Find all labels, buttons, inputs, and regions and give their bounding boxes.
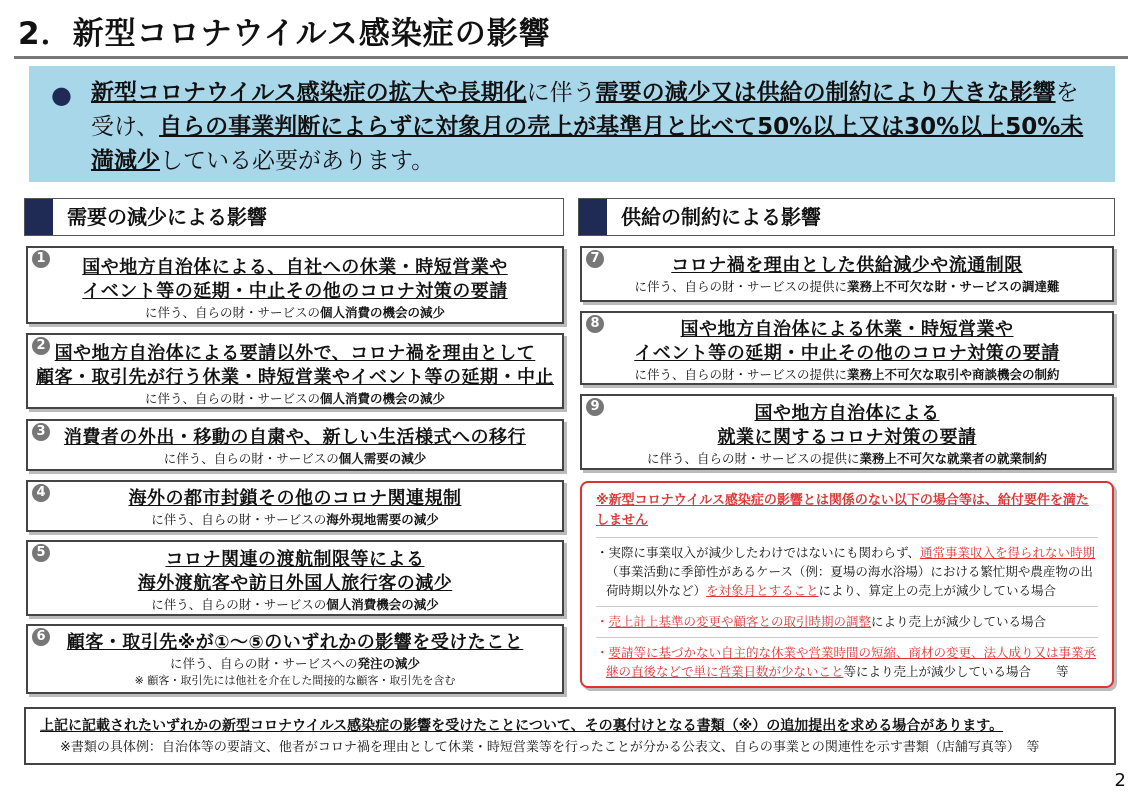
item-heading-line1: 顧客・取引先※が①～⑤のいずれかの影響を受けたこと <box>66 632 524 653</box>
footer-note-box <box>24 707 1116 765</box>
item-impact <box>28 511 562 529</box>
item-heading-line2: 海外渡航客や訪日外国人旅行客の減少 <box>137 573 453 594</box>
exclusion-bullet: ・ <box>596 645 609 660</box>
item-impact-highlight: 個人需要の減少 <box>338 451 427 466</box>
exclusion-emphasis: 通常事業収入を得られない時期 <box>920 545 1096 560</box>
item-impact <box>582 366 1112 384</box>
footer-note-main: 上記に記載されたいずれかの新型コロナウイルス感染症の影響を受けたことについて、その裏付けとなる書類（※）の追加提出を求める場合があります。 <box>40 718 1004 734</box>
exclusions-warning: ※新型コロナウイルス感染症の影響とは関係のない以下の場合等は、給付要件を満たしません <box>596 493 1089 528</box>
item-impact-prefix: に伴う、自らの財・サービスの <box>151 512 327 527</box>
supply-item-9 <box>580 394 1114 470</box>
item-impact-highlight: 発注の減少 <box>357 656 421 671</box>
item-impact-prefix: に伴う、自らの財・サービスの提供に <box>646 451 860 466</box>
exclusion-text: ・実際に事業収入が減少したわけではないにも関わらず、 <box>596 545 921 560</box>
demand-item-1 <box>26 246 564 324</box>
item-impact-highlight: 個人消費機会の減少 <box>326 597 439 612</box>
header-accent-bar <box>579 199 607 235</box>
item-impact-highlight: 業務上不可欠な取引や商談機会の制約 <box>847 367 1060 382</box>
item-impact-prefix: に伴う、自らの財・サービスの <box>151 597 327 612</box>
demand-item-4 <box>26 480 564 532</box>
intro-text-3: している必要があります。 <box>160 148 435 174</box>
item-number-badge: 1 <box>32 250 50 268</box>
item-number-badge: 6 <box>32 628 50 646</box>
item-impact-highlight: 業務上不可欠な財・サービスの調達難 <box>847 279 1060 294</box>
item-heading-line2: イベント等の延期・中止その他のコロナ対策の要請 <box>82 281 508 302</box>
title-divider <box>14 56 1128 59</box>
item-heading-line1: 海外の都市封鎖その他のコロナ関連規制 <box>128 488 462 509</box>
demand-section-header <box>24 198 564 236</box>
exclusion-emphasis: 売上計上基準の変更や顧客との取引時期の調整 <box>608 614 872 629</box>
item-impact-prefix: に伴う、自らの財・サービスの <box>144 305 320 320</box>
item-impact <box>28 450 562 468</box>
supply-item-7 <box>580 246 1114 302</box>
demand-section-title: 需要の減少による影響 <box>67 205 267 229</box>
exclusion-emphasis: を対象月とすること <box>706 583 819 598</box>
item-number-badge: 5 <box>32 544 50 562</box>
item-impact-prefix: に伴う、自らの財・サービスの <box>144 391 320 406</box>
exclusion-text: （事業活動に季節性があるケース（例：夏場の海水浴場）における繁忙期や農産物の出荷時期以外など） <box>606 564 1093 598</box>
page-title: 2．新型コロナウイルス感染症の影響 <box>18 16 551 52</box>
intro-text-2: を受け、 <box>91 80 1079 140</box>
header-accent-bar <box>25 199 53 235</box>
item-impact <box>582 278 1112 296</box>
intro-emphasis-1: 新型コロナウイルス感染症の拡大や長期化 <box>91 80 527 106</box>
item-number-badge: 9 <box>586 398 604 416</box>
demand-item-2 <box>26 333 564 409</box>
exclusion-item-1 <box>596 543 1098 600</box>
exclusion-emphasis: 要請等に基づかない自主的な休業や営業時間の短縮、商材の変更、法人成り又は事業承継の直後などで単に営業日数が少ないこと <box>606 645 1097 679</box>
demand-item-5 <box>26 540 564 616</box>
item-impact <box>28 390 562 408</box>
item-heading-line1: コロナ禍を理由とした供給減少や流通制限 <box>671 255 1023 276</box>
item-impact-prefix: に伴う、自らの財・サービスの <box>163 451 339 466</box>
intro-emphasis-2: 需要の減少又は供給の制約により大きな影響 <box>595 80 1056 106</box>
supply-section-title: 供給の制約による影響 <box>621 205 821 229</box>
item-impact-prefix: に伴う、自らの財・サービスの提供に <box>634 279 847 294</box>
item-heading-line1: 国や地方自治体による、自社への休業・時短営業や <box>82 257 508 278</box>
item-impact <box>28 304 562 322</box>
demand-item-6 <box>26 624 564 694</box>
item-heading-line2: 就業に関するコロナ対策の要請 <box>717 427 977 448</box>
exclusion-text: 等により売上が減少している場合 等 <box>843 664 1069 679</box>
intro-box <box>29 66 1115 182</box>
item-heading-line1: 国や地方自治体による <box>754 403 940 424</box>
exclusion-bullet: ・ <box>596 614 609 629</box>
item-footnote: ※ 顧客・取引先には他社を介在した間接的な顧客・取引先を含む <box>134 674 456 687</box>
item-number-badge: 7 <box>586 250 604 268</box>
exclusions-box <box>580 481 1114 688</box>
exclusion-text: により売上が減少している場合 <box>871 614 1047 629</box>
intro-emphasis-3: 自らの事業判断によらずに対象月の売上が基準月と比べて50%以上又は30%以上50%未満減少 <box>91 114 1084 174</box>
intro-text-1: に伴う <box>526 80 596 106</box>
item-heading-line1: 国や地方自治体による休業・時短営業や <box>680 319 1014 340</box>
item-heading-line1: コロナ関連の渡航制限等による <box>165 549 425 570</box>
item-impact <box>582 450 1112 468</box>
exclusion-text: により、算定上の売上が減少している場合 <box>818 583 1057 598</box>
exclusion-item-3 <box>596 643 1098 681</box>
exclusions-divider <box>596 537 1098 538</box>
exclusions-divider <box>596 637 1098 638</box>
footer-note-examples: ※書類の具体例：自治体等の要請文、他者がコロナ禍を理由として休業・時短営業等を行ったことが分かる公表文、自らの事業との関連性を示す書類（店舗写真等） 等 <box>60 740 1040 755</box>
item-heading-line1: 消費者の外出・移動の自粛や、新しい生活様式への移行 <box>63 427 527 448</box>
item-impact-prefix: に伴う、自らの財・サービスへの <box>169 656 358 671</box>
item-impact-highlight: 個人消費の機会の減少 <box>320 305 446 320</box>
item-impact-highlight: 個人消費の機会の減少 <box>320 391 446 406</box>
item-heading-line2: 顧客・取引先が行う休業・時短営業やイベント等の延期・中止 <box>36 367 554 388</box>
item-impact <box>28 596 562 614</box>
item-number-badge: 8 <box>586 315 604 333</box>
demand-item-3 <box>26 419 564 471</box>
item-number-badge: 2 <box>32 337 50 355</box>
supply-section-header <box>578 198 1115 236</box>
bullet-icon: ● <box>51 81 72 109</box>
item-impact <box>28 655 562 673</box>
item-impact-prefix: に伴う、自らの財・サービスの提供に <box>634 367 847 382</box>
item-heading-line1: 国や地方自治体による要請以外で、コロナ禍を理由として <box>54 343 536 364</box>
exclusions-divider <box>596 606 1098 607</box>
item-impact-highlight: 海外現地需要の減少 <box>326 512 439 527</box>
item-number-badge: 4 <box>32 484 50 502</box>
item-impact-highlight: 業務上不可欠な就業者の就業制約 <box>859 451 1048 466</box>
page-number: 2 <box>1114 770 1126 791</box>
supply-item-8 <box>580 311 1114 385</box>
exclusion-item-2 <box>596 612 1098 631</box>
item-number-badge: 3 <box>32 423 50 441</box>
item-heading-line2: イベント等の延期・中止その他のコロナ対策の要請 <box>634 343 1060 364</box>
